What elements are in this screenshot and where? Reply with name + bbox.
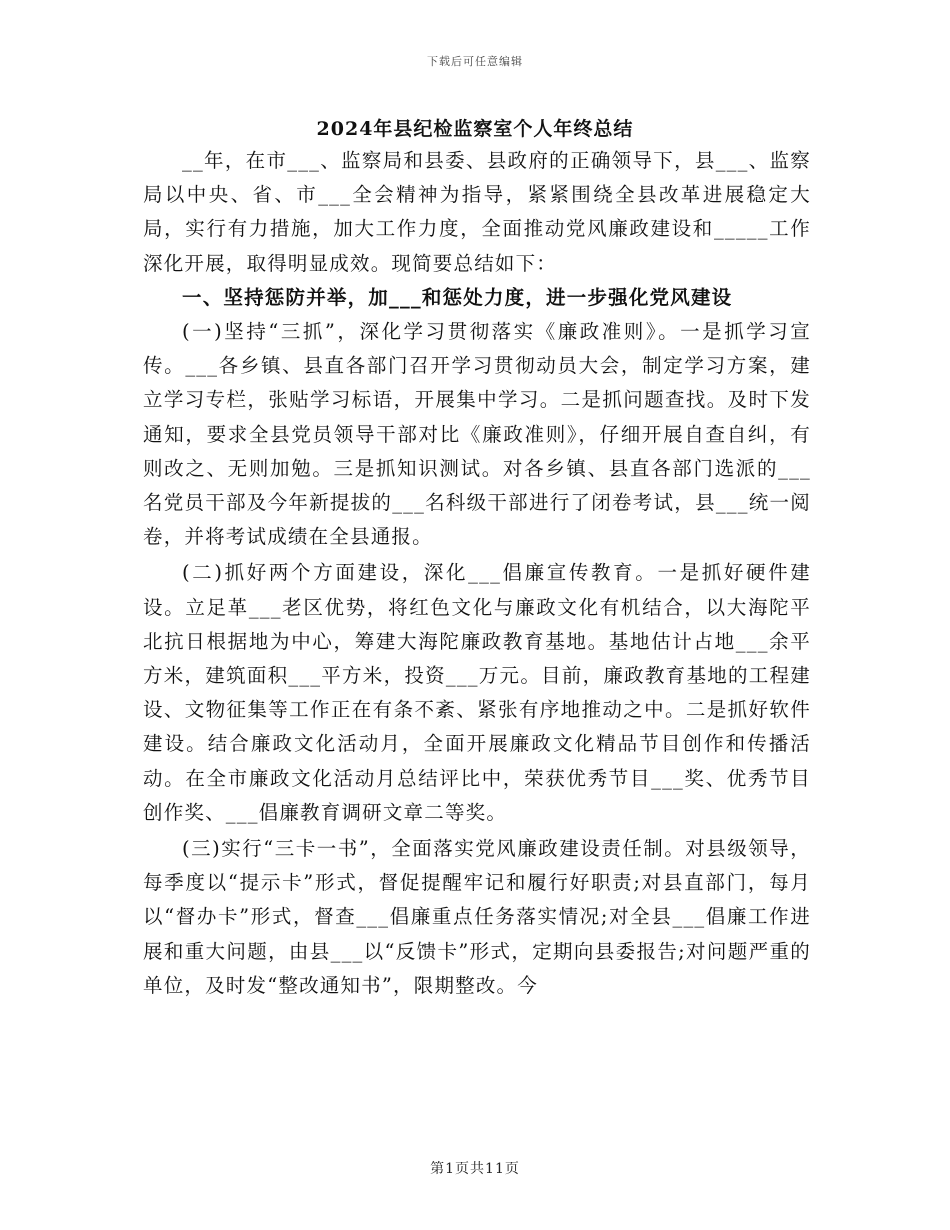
page-header-note: 下载后可任意编辑 [427,55,523,68]
document-body [143,144,811,1003]
paragraph-item-1: (一)坚持“三抓”，深化学习贯彻落实《廉政准则》。一是抓学习宣传。___各乡镇、县直各部门召开学习贯彻动员大会，制定学习方案，建立学习专栏，张贴学习标语，开展集中学习。二是抓问题查找。及时下发通知，要求全县党员领导干部对比《廉政准则》，仔细开展自查自纠，有则改之、无则加勉。三是抓知识测试。对各乡镇、县直各部门选派的___名党员干部及今年新提拔的___名科级干部进行了闭卷考试，县___统一阅卷，并将考试成绩在全县通报。 [143,320,811,549]
paragraph-item-2: (二)抓好两个方面建设，深化___倡廉宣传教育。一是抓好硬件建设。立足革___老区优势，将红色文化与廉政文化有机结合，以大海陀平北抗日根据地为中心，筹建大海陀廉政教育基地。基地估计占地___余平方米，建筑面积___平方米，投资___万元。目前，廉政教育基地的工程建设、文物征集等工作正在有条不紊、紧张有序地推动之中。二是抓好软件建设。结合廉政文化活动月，全面开展廉政文化精品节目创作和传播活动。在全市廉政文化活动月总结评比中，荣获优秀节目___奖、优秀节目创作奖、___倡廉教育调研文章二等奖。 [143,561,811,824]
intro-paragraph: __年，在市___、监察局和县委、县政府的正确领导下，县___、监察局以中央、省、市___全会精神为指导，紧紧围绕全县改革进展稳定大局，实行有力措施，加大工作力度，全面推动党风廉政建设和_____工作深化开展，取得明显成效。现简要总结如下： [143,149,811,275]
paragraph-item-3: (三)实行“三卡一书”，全面落实党风廉政建设责任制。对县级领导，每季度以“提示卡”形式，督促提醒牢记和履行好职责;对县直部门，每月以“督办卡”形式，督查___倡廉重点任务落实情况;对全县___倡廉工作进展和重大问题，由县___以“反馈卡”形式，定期向县委报告;对问题严重的单位，及时发“整改通知书”，限期整改。今 [143,837,811,997]
section-heading-1: 一、坚持惩防并举，加___和惩处力度，进一步强化党风建设 [182,285,733,309]
page-number-footer: 第1页共11页 [430,1161,520,1177]
document-title: 2024年县纪检监察室个人年终总结 [316,118,634,140]
